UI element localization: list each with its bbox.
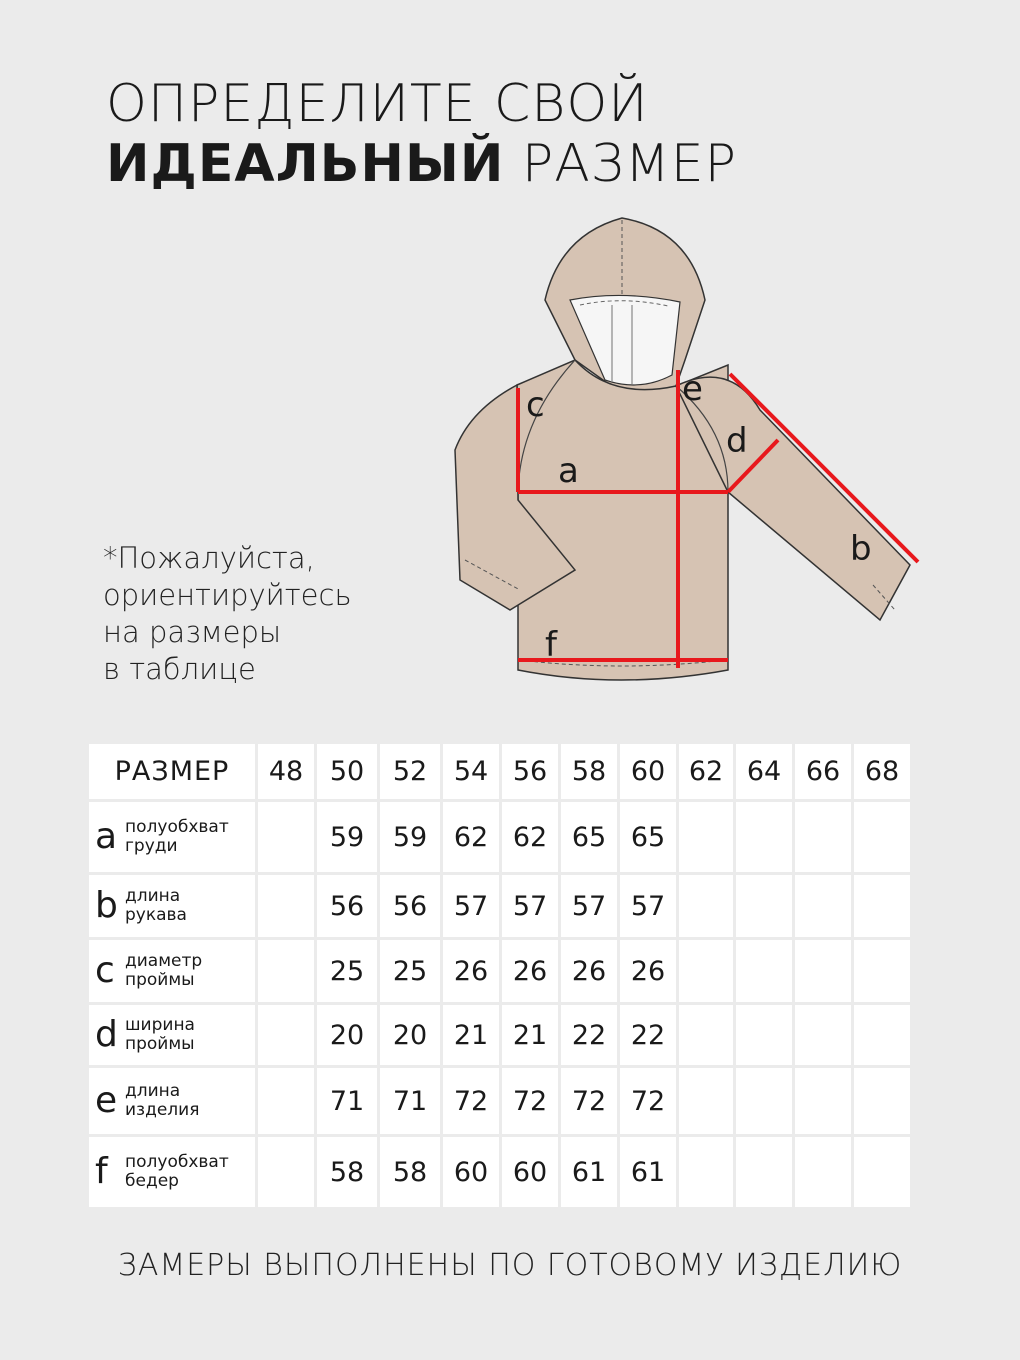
cell-d-52: 20: [380, 1005, 440, 1065]
header-size-52: 52: [380, 744, 440, 799]
cell-c-54: 26: [443, 940, 499, 1002]
row-header-content: [89, 818, 255, 856]
cell-c-56: 26: [502, 940, 558, 1002]
cell-e-48: [258, 1068, 314, 1134]
row-desc-line-2: груди: [125, 836, 178, 856]
cell-f-66: [795, 1137, 851, 1207]
table-row: [89, 1137, 910, 1207]
cell-e-56: 72: [502, 1068, 558, 1134]
cell-e-68: [854, 1068, 910, 1134]
hoodie-illustration: [440, 210, 940, 700]
row-letter: f: [95, 1151, 108, 1192]
header-size-64: 64: [736, 744, 792, 799]
header-size-58: 58: [561, 744, 617, 799]
cell-c-52: 25: [380, 940, 440, 1002]
row-header-d: [89, 1005, 255, 1065]
cell-b-66: [795, 875, 851, 937]
header-size-50: 50: [317, 744, 377, 799]
cell-f-54: 60: [443, 1137, 499, 1207]
row-desc-line-1: длина: [125, 886, 181, 906]
row-desc-line-2: проймы: [125, 1034, 195, 1054]
row-desc-line-1: длина: [125, 1081, 181, 1101]
cell-e-64: [736, 1068, 792, 1134]
header-size-68: 68: [854, 744, 910, 799]
cell-d-58: 22: [561, 1005, 617, 1065]
size-note: [103, 540, 352, 688]
size-table: [86, 741, 913, 1210]
row-description: [125, 1082, 199, 1120]
cell-b-52: 56: [380, 875, 440, 937]
row-header-c: [89, 940, 255, 1002]
header-size-54: 54: [443, 744, 499, 799]
row-description: [125, 1153, 229, 1191]
row-header-b: [89, 875, 255, 937]
cell-b-50: 56: [317, 875, 377, 937]
row-letter: e: [95, 1080, 118, 1121]
row-letter: b: [95, 885, 118, 926]
cell-a-52: 59: [380, 802, 440, 872]
row-description: [125, 887, 187, 925]
cell-a-58: 65: [561, 802, 617, 872]
cell-c-68: [854, 940, 910, 1002]
cell-a-48: [258, 802, 314, 872]
cell-c-62: [679, 940, 733, 1002]
cell-a-60: 65: [620, 802, 676, 872]
row-desc-line-2: рукава: [125, 905, 187, 925]
cell-d-66: [795, 1005, 851, 1065]
cell-b-60: 57: [620, 875, 676, 937]
row-header-e: [89, 1068, 255, 1134]
note-line-3: на размеры: [103, 615, 282, 649]
cell-e-58: 72: [561, 1068, 617, 1134]
title-line-1: ОПРЕДЕЛИТЕ СВОЙ: [106, 74, 649, 134]
label-a: a: [558, 451, 579, 491]
label-c: c: [526, 385, 545, 425]
row-letter: a: [95, 816, 118, 857]
cell-f-68: [854, 1137, 910, 1207]
table-header-row: [89, 744, 910, 799]
cell-b-56: 57: [502, 875, 558, 937]
table-row: [89, 802, 910, 872]
cell-e-66: [795, 1068, 851, 1134]
table-row: [89, 1068, 910, 1134]
label-d: d: [726, 421, 748, 461]
cell-e-62: [679, 1068, 733, 1134]
header-size-60: 60: [620, 744, 676, 799]
row-letter: d: [95, 1014, 118, 1055]
row-desc-line-2: проймы: [125, 970, 195, 990]
cell-f-62: [679, 1137, 733, 1207]
cell-f-48: [258, 1137, 314, 1207]
cell-c-58: 26: [561, 940, 617, 1002]
row-desc-line-2: бедер: [125, 1171, 179, 1191]
row-description: [125, 1016, 195, 1054]
cell-b-58: 57: [561, 875, 617, 937]
row-desc-line-1: полуобхват: [125, 1152, 229, 1172]
table-row: [89, 940, 910, 1002]
header-size-56: 56: [502, 744, 558, 799]
table-row: [89, 875, 910, 937]
cell-d-54: 21: [443, 1005, 499, 1065]
cell-b-62: [679, 875, 733, 937]
label-e: e: [682, 369, 703, 409]
label-f: f: [545, 625, 557, 665]
cell-f-52: 58: [380, 1137, 440, 1207]
cell-a-50: 59: [317, 802, 377, 872]
row-header-a: [89, 802, 255, 872]
cell-a-64: [736, 802, 792, 872]
cell-b-68: [854, 875, 910, 937]
footer-note: ЗАМЕРЫ ВЫПОЛНЕНЫ ПО ГОТОВОМУ ИЗДЕЛИЮ: [117, 1248, 903, 1283]
header-size-62: 62: [679, 744, 733, 799]
cell-f-64: [736, 1137, 792, 1207]
cell-c-64: [736, 940, 792, 1002]
page-title: [106, 74, 737, 194]
cell-d-56: 21: [502, 1005, 558, 1065]
cell-a-68: [854, 802, 910, 872]
row-description: [125, 952, 202, 990]
cell-f-60: 61: [620, 1137, 676, 1207]
cell-e-52: 71: [380, 1068, 440, 1134]
cell-c-60: 26: [620, 940, 676, 1002]
row-desc-line-1: полуобхват: [125, 817, 229, 837]
row-header-content: [89, 1153, 255, 1191]
title-line-2: [106, 134, 737, 194]
cell-e-50: 71: [317, 1068, 377, 1134]
cell-a-56: 62: [502, 802, 558, 872]
title-bold-word: ИДЕАЛЬНЫЙ: [106, 134, 505, 194]
cell-f-50: 58: [317, 1137, 377, 1207]
row-desc-line-1: ширина: [125, 1015, 195, 1035]
row-letter: c: [95, 950, 115, 991]
row-desc-line-2: изделия: [125, 1100, 200, 1120]
row-header-content: [89, 1082, 255, 1120]
cell-d-48: [258, 1005, 314, 1065]
title-rest: РАЗМЕР: [504, 134, 737, 194]
cell-b-64: [736, 875, 792, 937]
note-line-4: в таблице: [103, 652, 256, 686]
cell-f-58: 61: [561, 1137, 617, 1207]
note-line-1: *Пожалуйста,: [103, 541, 315, 575]
table-row: [89, 1005, 910, 1065]
cell-d-68: [854, 1005, 910, 1065]
cell-a-54: 62: [443, 802, 499, 872]
cell-b-54: 57: [443, 875, 499, 937]
hoodie-measurement-diagram: [440, 210, 940, 700]
cell-c-66: [795, 940, 851, 1002]
cell-e-60: 72: [620, 1068, 676, 1134]
cell-c-50: 25: [317, 940, 377, 1002]
note-line-2: ориентируйтесь: [103, 578, 352, 612]
cell-c-48: [258, 940, 314, 1002]
cell-d-64: [736, 1005, 792, 1065]
row-header-f: [89, 1137, 255, 1207]
cell-a-66: [795, 802, 851, 872]
header-size-48: 48: [258, 744, 314, 799]
cell-a-62: [679, 802, 733, 872]
cell-f-56: 60: [502, 1137, 558, 1207]
cell-d-62: [679, 1005, 733, 1065]
row-desc-line-1: диаметр: [125, 951, 203, 971]
cell-d-60: 22: [620, 1005, 676, 1065]
row-header-content: [89, 1016, 255, 1054]
header-size-66: 66: [795, 744, 851, 799]
row-description: [125, 818, 229, 856]
cell-d-50: 20: [317, 1005, 377, 1065]
label-b: b: [850, 529, 872, 569]
cell-e-54: 72: [443, 1068, 499, 1134]
cell-b-48: [258, 875, 314, 937]
row-header-content: [89, 887, 255, 925]
header-size-label: РАЗМЕР: [89, 744, 255, 799]
row-header-content: [89, 952, 255, 990]
